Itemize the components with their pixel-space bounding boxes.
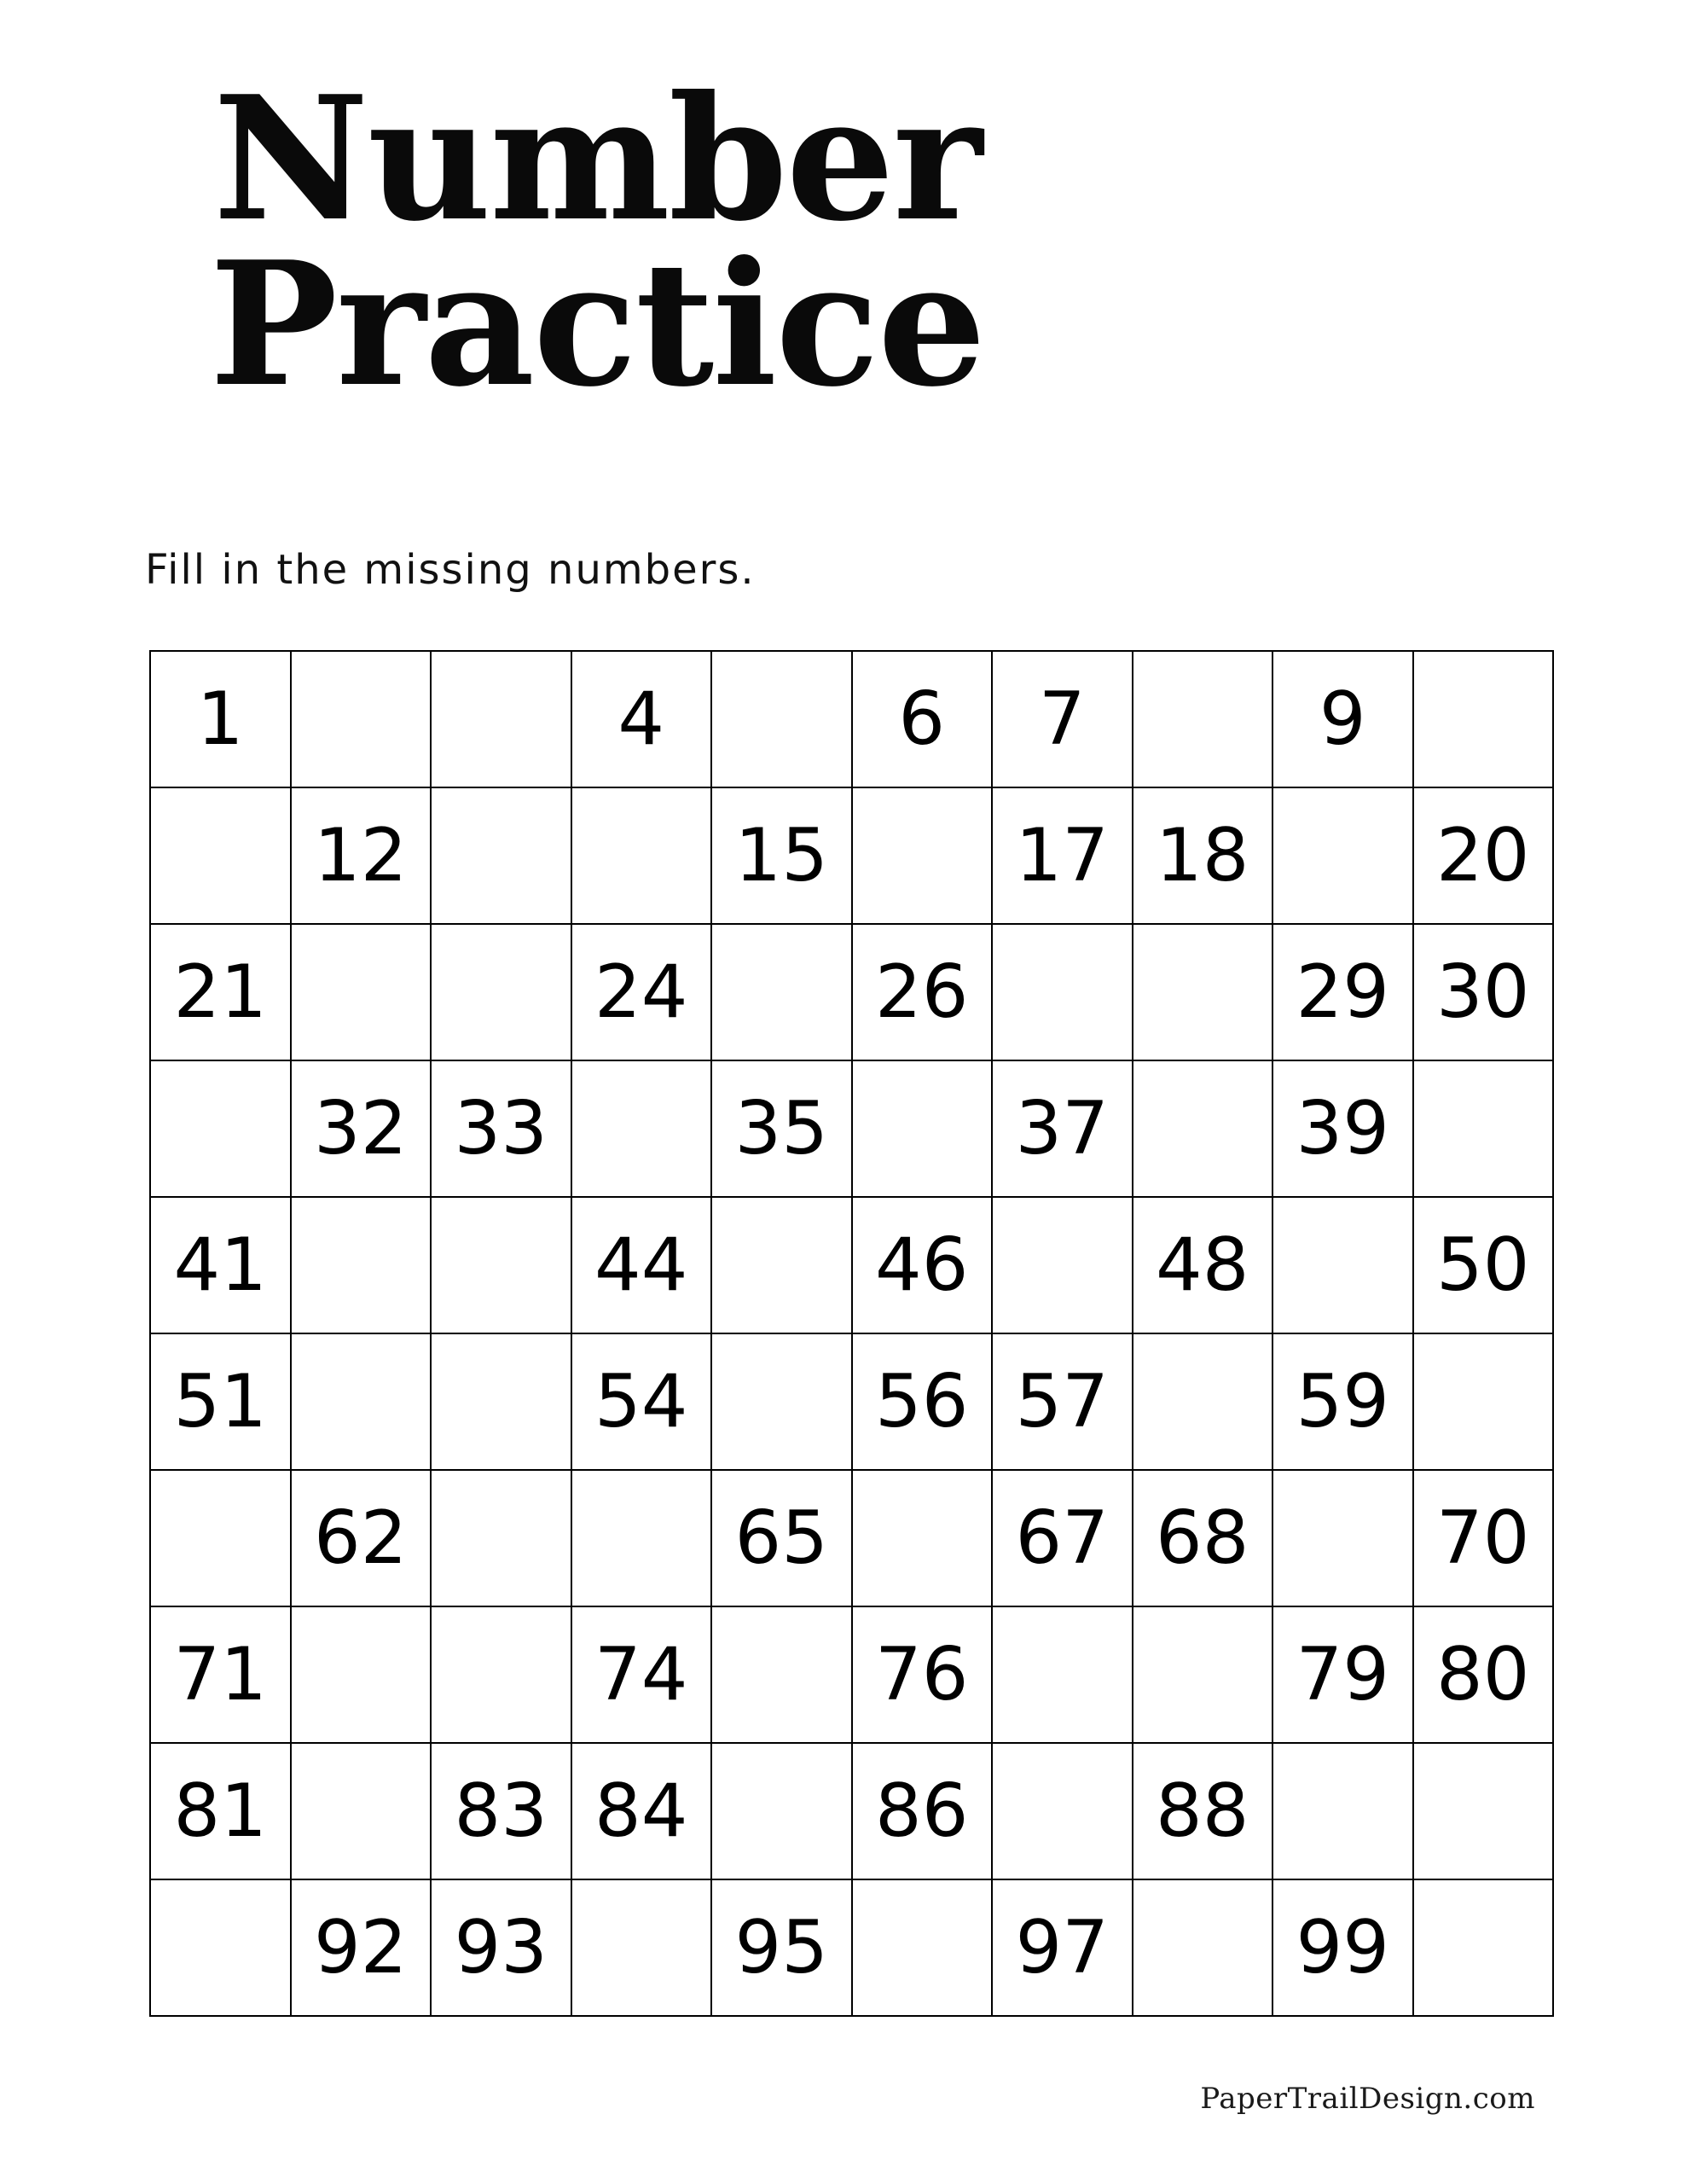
number-cell: 26: [852, 924, 993, 1060]
number-cell: 15: [711, 787, 852, 924]
number-cell-blank[interactable]: [1133, 1060, 1273, 1197]
number-cell: 48: [1133, 1197, 1273, 1333]
number-cell-blank[interactable]: [1133, 1333, 1273, 1470]
number-cell-blank[interactable]: [992, 1743, 1133, 1879]
number-cell: 56: [852, 1333, 993, 1470]
number-cell: 83: [431, 1743, 571, 1879]
number-cell-blank[interactable]: [150, 1470, 291, 1606]
number-cell-blank[interactable]: [1272, 1470, 1413, 1606]
number-cell-blank[interactable]: [711, 651, 852, 787]
number-cell: 20: [1413, 787, 1554, 924]
number-cell-blank[interactable]: [992, 1197, 1133, 1333]
number-cell-blank[interactable]: [1413, 1333, 1554, 1470]
number-cell: 70: [1413, 1470, 1554, 1606]
number-grid-row: [150, 787, 1553, 924]
number-cell: 92: [291, 1879, 432, 2016]
number-cell: 17: [992, 787, 1133, 924]
number-cell-blank[interactable]: [1413, 1879, 1554, 2016]
instructions-text: Fill in the missing numbers.: [145, 546, 756, 594]
number-cell: 12: [291, 787, 432, 924]
number-cell: 24: [571, 924, 712, 1060]
number-cell-blank[interactable]: [852, 1060, 993, 1197]
number-cell-blank[interactable]: [1413, 1743, 1554, 1879]
number-cell: 30: [1413, 924, 1554, 1060]
number-cell-blank[interactable]: [150, 787, 291, 924]
number-grid-row: [150, 1606, 1553, 1743]
number-cell: 35: [711, 1060, 852, 1197]
number-cell-blank[interactable]: [431, 1470, 571, 1606]
number-grid-row: [150, 1333, 1553, 1470]
number-cell-blank[interactable]: [992, 924, 1133, 1060]
number-cell: 84: [571, 1743, 712, 1879]
number-cell-blank[interactable]: [431, 1333, 571, 1470]
number-cell-blank[interactable]: [992, 1606, 1133, 1743]
number-cell: 81: [150, 1743, 291, 1879]
number-cell-blank[interactable]: [711, 1606, 852, 1743]
number-cell: 93: [431, 1879, 571, 2016]
number-cell: 74: [571, 1606, 712, 1743]
number-cell: 95: [711, 1879, 852, 2016]
number-cell-blank[interactable]: [711, 1333, 852, 1470]
number-grid-row: [150, 1879, 1553, 2016]
number-cell: 44: [571, 1197, 712, 1333]
number-grid-body: [150, 651, 1553, 2016]
number-cell-blank[interactable]: [571, 1470, 712, 1606]
number-cell: 86: [852, 1743, 993, 1879]
number-cell-blank[interactable]: [291, 924, 432, 1060]
number-grid-row: [150, 1743, 1553, 1879]
number-cell: 79: [1272, 1606, 1413, 1743]
number-grid-row: [150, 924, 1553, 1060]
number-cell: 71: [150, 1606, 291, 1743]
number-cell: 97: [992, 1879, 1133, 2016]
number-cell: 57: [992, 1333, 1133, 1470]
number-cell-blank[interactable]: [1133, 651, 1273, 787]
number-grid-row: [150, 651, 1553, 787]
number-cell-blank[interactable]: [150, 1879, 291, 2016]
number-cell-blank[interactable]: [291, 1743, 432, 1879]
number-cell-blank[interactable]: [1272, 1197, 1413, 1333]
number-cell: 1: [150, 651, 291, 787]
number-cell: 51: [150, 1333, 291, 1470]
number-cell-blank[interactable]: [571, 1060, 712, 1197]
number-cell-blank[interactable]: [431, 924, 571, 1060]
number-cell: 59: [1272, 1333, 1413, 1470]
number-cell: 76: [852, 1606, 993, 1743]
number-cell: 67: [992, 1470, 1133, 1606]
number-cell-blank[interactable]: [291, 651, 432, 787]
number-cell-blank[interactable]: [291, 1197, 432, 1333]
number-cell-blank[interactable]: [291, 1333, 432, 1470]
number-cell: 50: [1413, 1197, 1554, 1333]
number-cell: 88: [1133, 1743, 1273, 1879]
number-cell: 99: [1272, 1879, 1413, 2016]
number-cell: 54: [571, 1333, 712, 1470]
number-cell-blank[interactable]: [150, 1060, 291, 1197]
number-cell: 7: [992, 651, 1133, 787]
number-cell: 68: [1133, 1470, 1273, 1606]
number-grid-row: [150, 1470, 1553, 1606]
number-cell: 80: [1413, 1606, 1554, 1743]
title-line-2: Practice: [209, 224, 985, 425]
number-cell: 9: [1272, 651, 1413, 787]
number-cell-blank[interactable]: [291, 1606, 432, 1743]
number-grid-row: [150, 1197, 1553, 1333]
number-grid-row: [150, 1060, 1553, 1197]
number-cell-blank[interactable]: [852, 1470, 993, 1606]
number-cell: 29: [1272, 924, 1413, 1060]
number-cell-blank[interactable]: [571, 787, 712, 924]
number-cell: 18: [1133, 787, 1273, 924]
title-line-1: Number: [212, 59, 982, 259]
number-cell-blank[interactable]: [1133, 1606, 1273, 1743]
number-cell: 6: [852, 651, 993, 787]
number-cell: 37: [992, 1060, 1133, 1197]
number-grid: [149, 650, 1554, 2017]
number-cell: 41: [150, 1197, 291, 1333]
number-cell-blank[interactable]: [431, 787, 571, 924]
number-cell: 46: [852, 1197, 993, 1333]
number-cell-blank[interactable]: [711, 1197, 852, 1333]
number-cell-blank[interactable]: [571, 1879, 712, 2016]
number-grid-container: [149, 650, 1535, 2017]
number-cell-blank[interactable]: [1272, 787, 1413, 924]
number-cell-blank[interactable]: [1133, 924, 1273, 1060]
number-cell-blank[interactable]: [431, 651, 571, 787]
number-cell: 33: [431, 1060, 571, 1197]
number-cell-blank[interactable]: [1413, 651, 1554, 787]
number-cell-blank[interactable]: [711, 924, 852, 1060]
number-cell-blank[interactable]: [1413, 1060, 1554, 1197]
number-cell: 65: [711, 1470, 852, 1606]
number-cell: 21: [150, 924, 291, 1060]
number-cell: 4: [571, 651, 712, 787]
number-cell: 39: [1272, 1060, 1413, 1197]
number-cell-blank[interactable]: [852, 787, 993, 924]
footer-credit: PaperTrailDesign.com: [1200, 2082, 1535, 2116]
number-cell: 32: [291, 1060, 432, 1197]
number-cell-blank[interactable]: [431, 1197, 571, 1333]
number-cell-blank[interactable]: [1133, 1879, 1273, 2016]
number-cell-blank[interactable]: [431, 1606, 571, 1743]
number-cell-blank[interactable]: [1272, 1743, 1413, 1879]
number-cell-blank[interactable]: [852, 1879, 993, 2016]
number-cell-blank[interactable]: [711, 1743, 852, 1879]
page-title: [0, 59, 1194, 425]
number-cell: 62: [291, 1470, 432, 1606]
